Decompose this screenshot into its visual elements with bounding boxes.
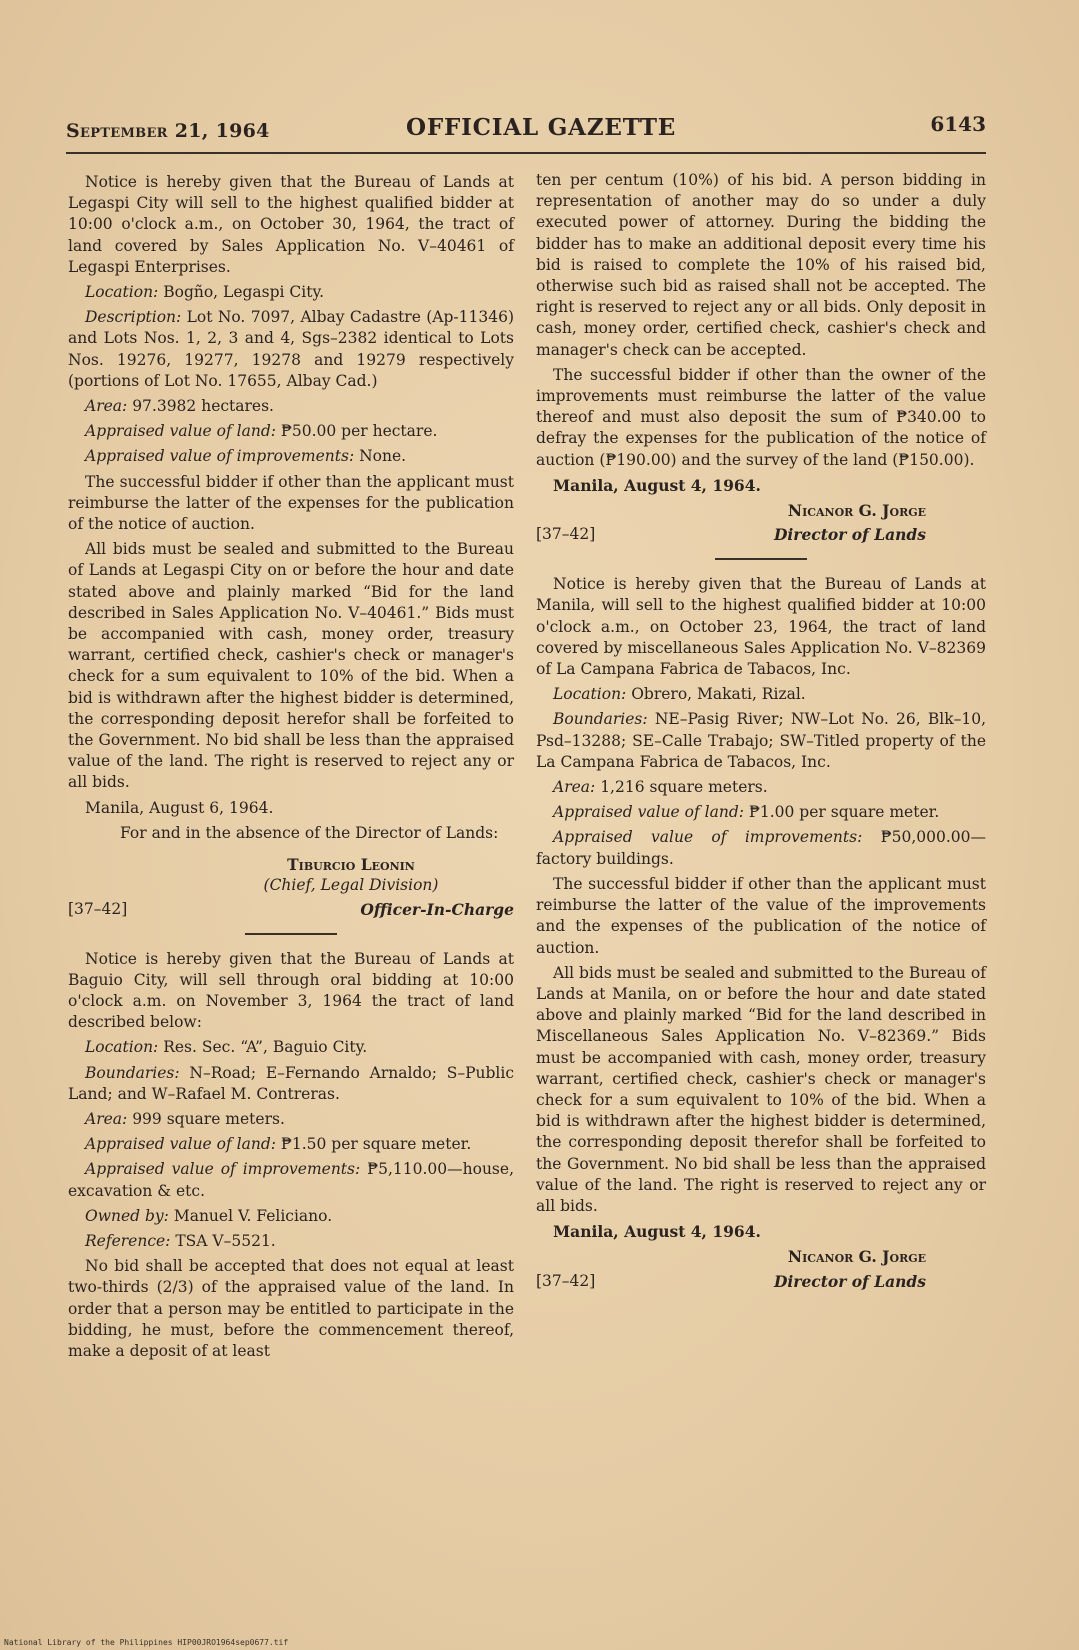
notice3-reimburse: The successful bidder if other than the applicant must reimburse the latter of the value of the improvements and the expenses of the publication of the notice of auction. [536,874,986,957]
notice2-continuation: ten per centum (10%) of his bid. A person bidding in representation of another may do so under a duly executed power of attorney. During the bidding the bidder has to make an additional deposit every time his bid is raised to complete the 10% of his raised bid, otherwise such bid as raised shall not be accepted. The right is reserved to reject any or all bids. Only deposit in cash, money order, certified check, cashier's check and manager's check can be accepted. [536,171,986,359]
notice3-boundaries: Boundaries: NE–Pasig River; NW–Lot No. 26, Blk–10, Psd–13288; SE–Calle Trabajo; SW–Titled property of the La Campana Fabrica de Tabacos, Inc. [536,710,986,771]
right-column [536,170,986,1295]
notice1-absence: For and in the absence of the Director of Lands: [120,823,499,842]
notice3-sign-line [536,1271,986,1293]
issue-date: September 21, 1964 [66,120,270,142]
notice1-signature-block [68,854,514,896]
page-number: 6143 [930,112,986,136]
notice3-code: [37–42] [536,1271,596,1290]
notice2-owned: Owned by: Manuel V. Feliciano. [85,1206,333,1225]
notice1-role: Officer-In-Charge [360,899,514,919]
notice3-location: Location: Obrero, Makati, Rizal. [553,685,806,704]
notice1-code: [37–42] [68,899,128,918]
scan-credit: National Library of the Philippines HIP00JRO1964sep0677.tif [4,1638,289,1647]
notice3-role: Director of Lands [773,1271,926,1291]
notice2-appraised-improvements: Appraised value of improvements: ₱5,110.00—house, excavation & etc. [68,1160,514,1200]
header-rule [66,152,986,154]
notice2-reference: Reference: TSA V–5521. [85,1231,276,1250]
notice3-area: Area: 1,216 square meters. [553,778,768,797]
notice3-bids: All bids must be sealed and submitted to the Bureau of Lands at Manila, on or before the hour and date stated above and plainly marked “Bid for the land described in Miscellaneous Sales Application No. V–82369.” Bids must be accompanied with cash, money order, treasury warrant, certified check, cashier's check or manager's check for a sum equivalent to 10% of the bid. When a bid is withdrawn after the highest bidder is determined, the corresponding deposit therefor shall be forfeited to the Government. No bid shall be less than the appraised value of the land. The right is reserved to reject any or all bids. [536,963,986,1215]
notice2-bid-rule: No bid shall be accepted that does not equal at least two-thirds (2/3) of the appraised value of the land. In order that a person may be entitled to participate in the bidding, he must, before the commencement thereof, make a deposit of at least [68,1257,514,1360]
notice2-reimburse: The successful bidder if other than the owner of the improvements must reimburse the latter of the value thereof and must also deposit the sum of ₱340.00 to defray the expenses for the publication of the notice of auction (₱190.00) and the survey of the land (₱150.00). [536,365,986,469]
left-column [68,172,514,1366]
notice2-appraised-land: Appraised value of land: ₱1.50 per square meter. [85,1135,472,1154]
notice1-signer: Tiburcio Leonin [287,855,415,875]
publication-title: OFFICIAL GAZETTE [406,114,677,141]
notice2-place-date: Manila, August 4, 1964. [553,475,761,495]
notice2-intro: Notice is hereby given that the Bureau of Lands at Baguio City, will sell through oral bidding at 10:00 o'clock a.m. on November 3, 1964 the tract of land described below: [68,949,514,1032]
notice2-sign-line [536,524,986,546]
notice1-intro: Notice is hereby given that the Bureau of Lands at Legaspi City will sell to the highest qualified bidder at 10:00 o'clock a.m., on October 30, 1964, the tract of land covered by Sales Application No. V–40461 of Legaspi Enterprises. [68,173,514,276]
notice1-description: Description: Lot No. 7097, Albay Cadastre (Ap-11346) and Lots Nos. 1, 2, 3 and 4, Sgs–2382 identical to Lots Nos. 19276, 19277, 19278 and 19279 respectively (portions of Lot No. 17655, Albay Cad.) [68,308,514,390]
notice2-boundaries: Boundaries: N–Road; E–Fernando Arnaldo; S–Public Land; and W–Rafael M. Contreras. [68,1063,514,1103]
notice1-place-date: Manila, August 6, 1964. [85,798,274,817]
notice2-role: Director of Lands [773,525,926,545]
notice2-code: [37–42] [536,525,596,544]
notice1-bids: All bids must be sealed and submitted to the Bureau of Lands at Legaspi City on or before the hour and date stated above and plainly marked “Bid for the land described in Sales Application No. V–40461.” Bids must be accompanied with cash, money order, treasury warrant, certified check, cashier's check or manager's check for a sum equivalent to 10% of the bid. When a bid is withdrawn after the highest bidder is determined, the corresponding deposit herefor shall be forfeited to the Government. No bid shall be less than the appraised value of the land. The right is reserved to reject any or all bids. [68,540,514,792]
notice3-appraised-improvements: Appraised value of improvements: ₱50,000.00—factory buildings. [536,828,986,868]
notice3-signer: Nicanor G. Jorge [787,1247,926,1267]
notice3-place-date: Manila, August 4, 1964. [553,1222,761,1242]
notice3-appraised-land: Appraised value of land: ₱1.00 per square meter. [553,803,940,822]
notice1-signer-title: (Chief, Legal Division) [263,876,439,895]
notice1-reimburse: The successful bidder if other than the applicant must reimburse the latter of the expenses for the publication of the notice of auction. [68,472,514,534]
separator [715,558,807,560]
notice3-intro: Notice is hereby given that the Bureau of Lands at Manila, will sell to the highest qualified bidder at 10:00 o'clock a.m., on October 23, 1964, the tract of land covered by miscellaneous Sales Application No. V–82369 of La Campana Fabrica de Tabacos, Inc. [536,575,986,679]
notice2-location: Location: Res. Sec. “A”, Baguio City. [85,1038,368,1057]
notice2-signer: Nicanor G. Jorge [787,501,926,521]
notice1-sign-line [68,899,514,921]
notice1-area: Area: 97.3982 hectares. [85,397,274,416]
page-header [66,108,986,148]
notice1-location: Location: Bogño, Legaspi City. [85,283,325,302]
separator [245,933,337,935]
notice1-appraised-land: Appraised value of land: ₱50.00 per hectare. [85,422,438,441]
notice2-area: Area: 999 square meters. [85,1109,285,1128]
notice1-appraised-improvements: Appraised value of improvements: None. [85,447,407,466]
